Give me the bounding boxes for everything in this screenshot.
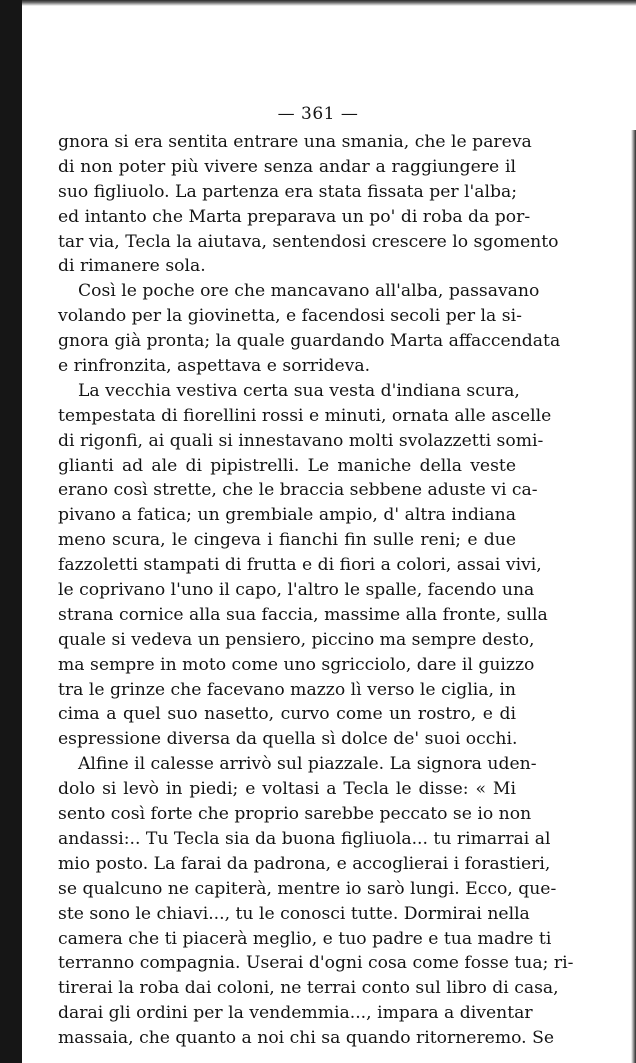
text-line: espressione diversa da quella sì dolce de' suoi occhi. (58, 729, 518, 750)
page-number: — 361 — (277, 104, 359, 124)
text-line: cima a quel suo nasetto, curvo come un rostro, e di (58, 704, 516, 725)
text-line: Alfine il calesse arrivò sul piazzale. La signora uden- (78, 754, 537, 775)
body-text (58, 130, 574, 1051)
text-line: ma sempre in moto come uno sgricciolo, dare il guizzo (58, 654, 535, 675)
text-line: strana cornice alla sua faccia, massime alla fronte, sulla (58, 604, 548, 625)
text-line: andassi:.. Tu Tecla sia da buona figliuola... tu rimarrai al (58, 828, 551, 849)
text-line: mio posto. La farai da padrona, e accoglierai i forastieri, (58, 853, 551, 874)
text-line: sento così forte che proprio sarebbe peccato se io non (58, 804, 532, 825)
text-line: camera che ti piacerà meglio, e tuo padre e tua madre ti (58, 928, 552, 949)
text-line: darai gli ordini per la vendemmia..., impara a diventar (58, 1003, 533, 1024)
text-line: ste sono le chiavi..., tu le conosci tutte. Dormirai nella (58, 903, 530, 924)
scan-top-shadow (0, 0, 636, 6)
text-line: fazzoletti stampati di frutta e di fiori a colori, assai vivi, (58, 555, 542, 576)
text-line: dolo si levò in piedi; e voltasi a Tecla le disse: « Mi (58, 779, 516, 800)
text-line: erano così strette, che le braccia sebbene aduste vi ca- (58, 480, 538, 501)
text-line: meno scura, le cingeva i fianchi fin sulle reni; e due (58, 530, 516, 551)
text-line: di rigonfi, ai quali si innestavano molti svolazzetti somi- (58, 430, 544, 451)
text-line: e rinfronzita, aspettava e sorrideva. (58, 356, 371, 377)
text-line: terranno compagnia. Userai d'ogni cosa come fosse tua; ri- (58, 953, 574, 974)
text-line: tar via, Tecla la aiutava, sentendosi crescere lo sgomento (58, 231, 559, 252)
text-line: tra le grinze che facevano mazzo lì verso le ciglia, in (58, 679, 516, 700)
text-line: tempestata di fiorellini rossi e minuti, ornata alle ascelle (58, 405, 552, 426)
text-line: ed intanto che Marta preparava un po' di roba da por- (58, 206, 531, 227)
text-line: quale si vedeva un pensiero, piccino ma sempre desto, (58, 629, 535, 650)
text-line: le coprivano l'uno il capo, l'altro le spalle, facendo una (58, 580, 535, 601)
text-line: volando per la giovinetta, e facendosi secoli per la si- (58, 306, 522, 327)
text-line: tirerai la roba dai coloni, ne terrai conto sul libro di casa, (58, 978, 559, 999)
text-line: pivano a fatica; un grembiale ampio, d' altra indiana (58, 505, 516, 526)
scan-left-edge (0, 0, 22, 1063)
text-line: Così le poche ore che mancavano all'alba, passavano (78, 281, 540, 302)
scan-right-edge (631, 130, 636, 1063)
text-line: se qualcuno ne capiterà, mentre io sarò lungi. Ecco, que- (58, 878, 557, 899)
text-line: suo figliuolo. La partenza era stata fissata per l'alba; (58, 181, 518, 202)
text-line: La vecchia vestiva certa sua vesta d'indiana scura, (78, 380, 520, 401)
text-line: di non poter più vivere senza andar a raggiungere il (58, 156, 516, 177)
text-line: di rimanere sola. (58, 256, 206, 277)
text-line: glianti ad ale di pipistrelli. Le maniche della veste (58, 455, 516, 476)
text-line: gnora già pronta; la quale guardando Marta affaccendata (58, 331, 561, 352)
text-line: gnora si era sentita entrare una smania, che le pareva (58, 132, 532, 152)
text-line: massaia, che quanto a noi chi sa quando ritorneremo. Se (58, 1028, 555, 1049)
